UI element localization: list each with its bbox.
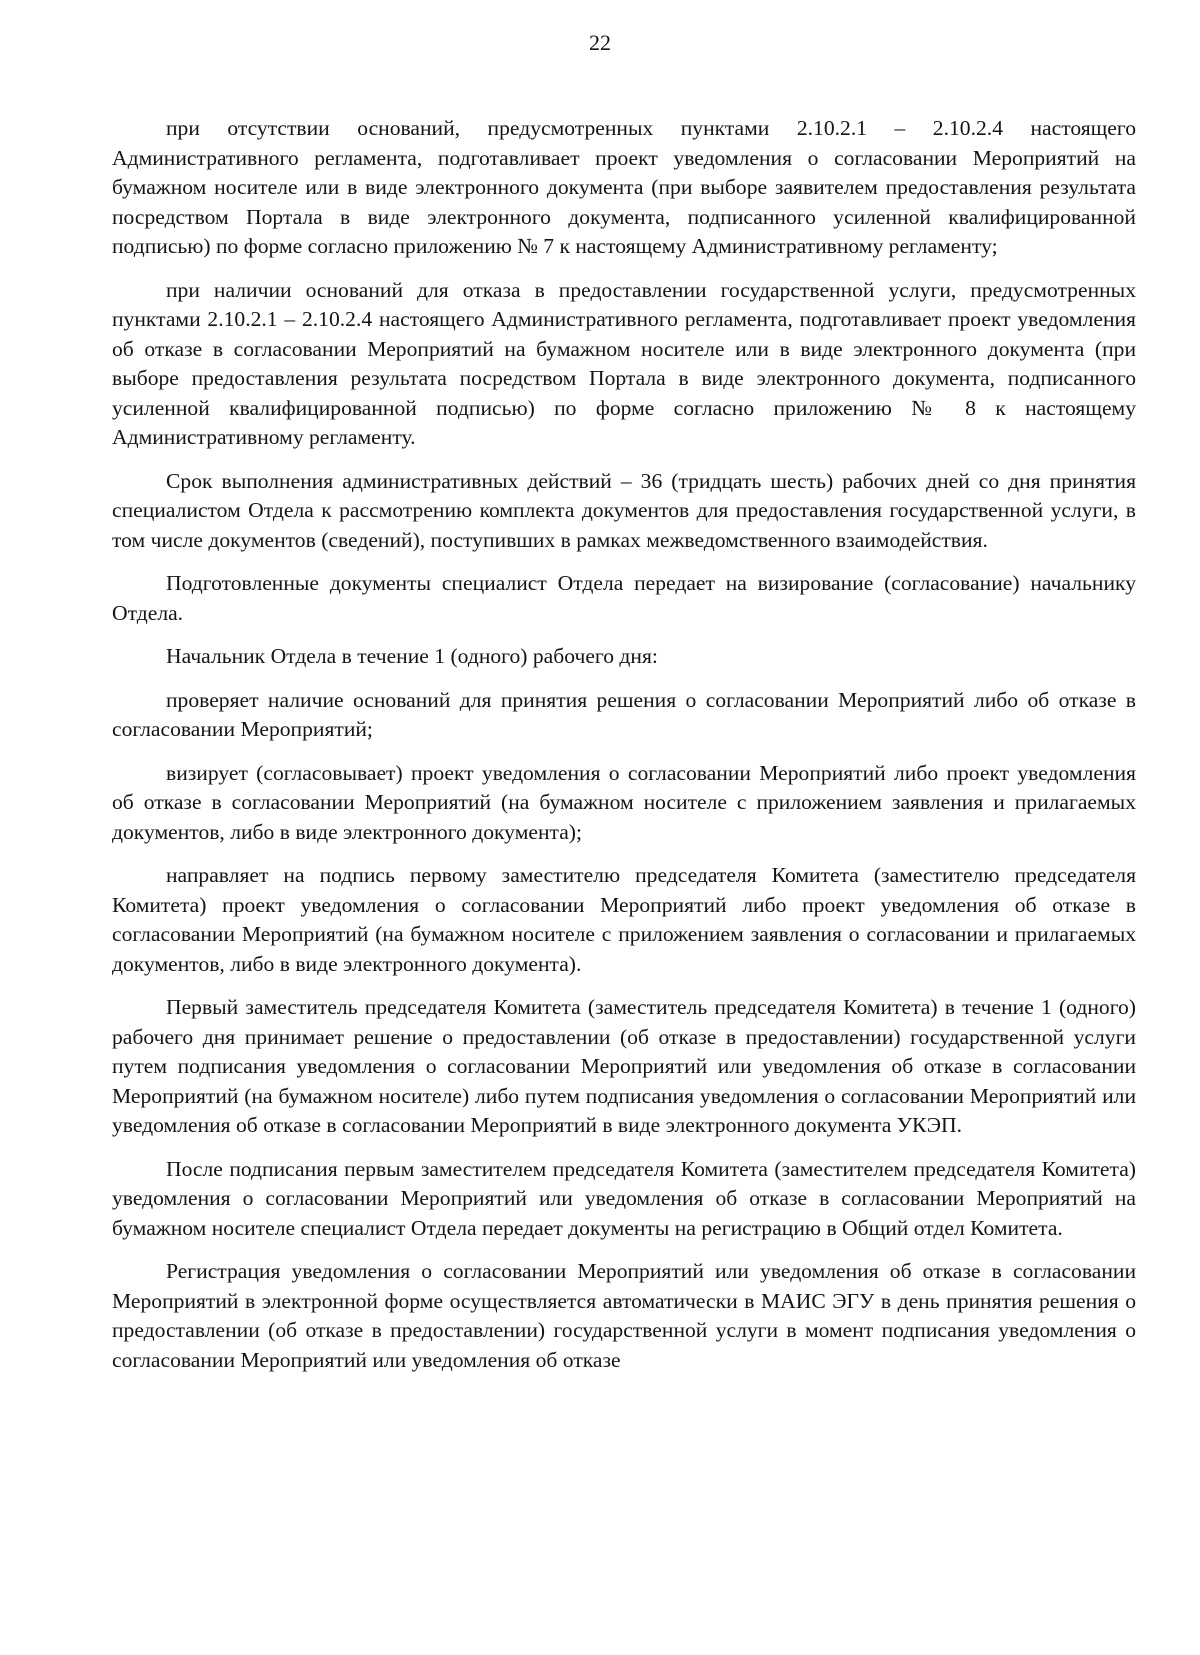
paragraph: визирует (согласовывает) проект уведомления о согласовании Мероприятий либо проект уведомления об отказе в согласовании Мероприятий (на бумажном носителе с приложением заявления и прилагаемых документов, либо в виде электронного документа); (112, 760, 1136, 844)
page-number: 22 (589, 30, 611, 55)
paragraph: проверяет наличие оснований для принятия решения о согласовании Мероприятий либо об отказе в согласовании Мероприятий; (112, 687, 1136, 741)
paragraph: После подписания первым заместителем председателя Комитета (заместителем председателя Комитета) уведомления о согласовании Мероприятий или уведомления об отказе в согласовании Мероприятий на бумажном носителе специалист Отдела передает документы на регистрацию в Общий отдел Комитета. (112, 1156, 1136, 1240)
paragraph: Подготовленные документы специалист Отдела передает на визирование (согласование) начальнику Отдела. (112, 571, 1136, 625)
paragraph: Срок выполнения административных действий – 36 (тридцать шесть) рабочих дней со дня принятия специалистом Отдела к рассмотрению комплекта документов для предоставления государственной услуги, в том числе документов (сведений), поступивших в рамках межведомственного взаимодействия. (112, 468, 1136, 552)
paragraph: Регистрация уведомления о согласовании Мероприятий или уведомления об отказе в согласовании Мероприятий в электронной форме осуществляется автоматически в МАИС ЭГУ в день принятия решения о предоставлении (об отказе в предоставлении) государственной услуги в момент подписания уведомления о согласовании Мероприятий или уведомления об отказе (112, 1259, 1136, 1372)
paragraph: при наличии оснований для отказа в предоставлении государственной услуги, предусмотренных пунктами 2.10.2.1 – 2.10.2.4 настоящего Административного регламента, подготавливает проект уведомления об отказе в согласовании Мероприятий на бумажном носителе или в виде электронного документа (при выборе предоставления результата посредством Портала в виде электронного документа, подписанного усиленной квалифицированной подписью) по форме согласно приложению № 8 к настоящему Административному регламенту. (112, 277, 1136, 449)
paragraph: направляет на подпись первому заместителю председателя Комитета (заместителю председателя Комитета) проект уведомления о согласовании Мероприятий либо проект уведомления об отказе в согласовании Мероприятий (на бумажном носителе с приложением заявления о согласовании и прилагаемых документов, либо в виде электронного документа). (112, 863, 1136, 976)
document-body (112, 114, 1136, 1389)
paragraph: Первый заместитель председателя Комитета (заместитель председателя Комитета) в течение 1 (одного) рабочего дня принимает решение о предоставлении (об отказе в предоставлении) государственной услуги путем подписания уведомления о согласовании Мероприятий или уведомления об отказе в согласовании Мероприятий (на бумажном носителе) либо путем подписания уведомления о согласовании Мероприятий или уведомления об отказе в согласовании Мероприятий в виде электронного документа УКЭП. (112, 995, 1136, 1137)
paragraph: при отсутствии оснований, предусмотренных пунктами 2.10.2.1 – 2.10.2.4 настоящего Административного регламента, подготавливает проект уведомления о согласовании Мероприятий на бумажном носителе или в виде электронного документа (при выборе заявителем предоставления результата посредством Портала в виде электронного документа, подписанного усиленной квалифицированной подписью) по форме согласно приложению № 7 к настоящему Административному регламенту; (112, 116, 1136, 258)
paragraph: Начальник Отдела в течение 1 (одного) рабочего дня: (166, 644, 658, 668)
